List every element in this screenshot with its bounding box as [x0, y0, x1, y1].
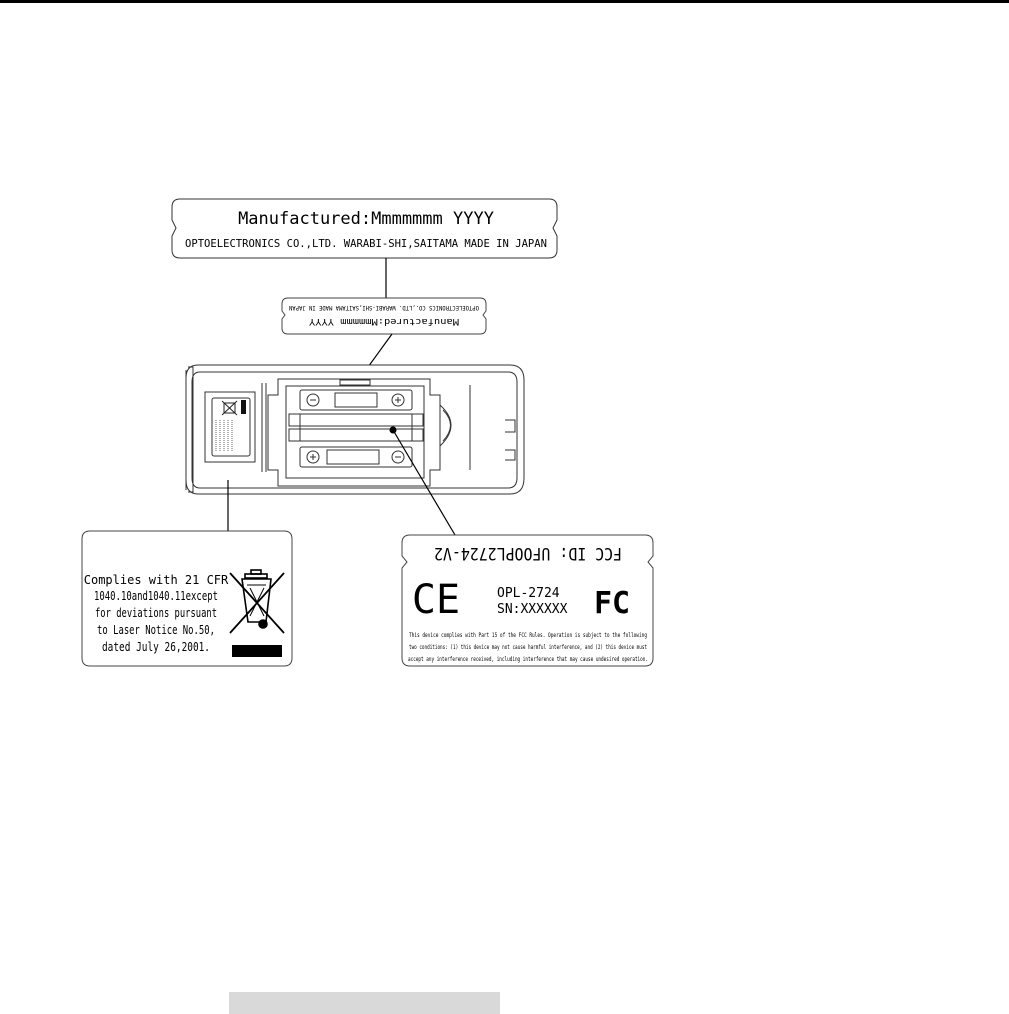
manufacturer-address-text: OPTOELECTRONICS CO.,LTD. WARABI-SHI,SAITAMA MADE IN JAPAN: [185, 237, 547, 250]
small-label-date-text: Manufactured:Mmmmmm YYYY: [308, 316, 459, 326]
laser-compliance-line: Complies with 21 CFR: [83, 573, 229, 587]
small-label-address-text: OPTOELECTRONICS CO.,LTD. WARABI-SHI,SAITAMA MADE IN JAPAN: [288, 304, 479, 311]
manufacture-label: [172, 199, 557, 258]
gray-footer-bar: [229, 992, 500, 1014]
ce-mark-icon: CE: [411, 577, 461, 623]
fcc-compliance-line: This device complies with Part 15 of the FCC Rules. Operation is subject to the following: [409, 632, 648, 639]
fcc-compliance-line: accept any interference received, including interference that may cause undesired operation.: [408, 656, 648, 663]
laser-compliance-line: 1040.10and1040.11except: [94, 589, 218, 603]
small-bin-icon: [222, 401, 237, 415]
scanner-device-rear: [186, 365, 524, 494]
fcc-id-text: FCC ID: UFOOPL2724-V2: [434, 543, 622, 563]
fcc-compliance-line: two conditions: (1) this device may not cause harmful interference, and (2) this device must: [409, 644, 648, 651]
laser-compliance-line: to Laser Notice No.50,: [97, 623, 215, 637]
manufacture-label-small: [282, 298, 486, 334]
serial-number-text: SN:XXXXXX: [497, 602, 568, 617]
laser-compliance-line: dated July 26,2001.: [102, 640, 210, 654]
laser-compliance-label: [82, 531, 292, 666]
fc-mark-icon: FC: [593, 586, 631, 621]
manufacture-date-text: Manufactured:Mmmmmmm YYYY: [238, 209, 494, 229]
fcc-ce-label: [402, 535, 653, 666]
laser-compliance-line: for deviations pursuant: [95, 606, 217, 620]
black-bar-marking: [232, 645, 282, 657]
model-number-text: OPL-2724: [497, 586, 560, 601]
